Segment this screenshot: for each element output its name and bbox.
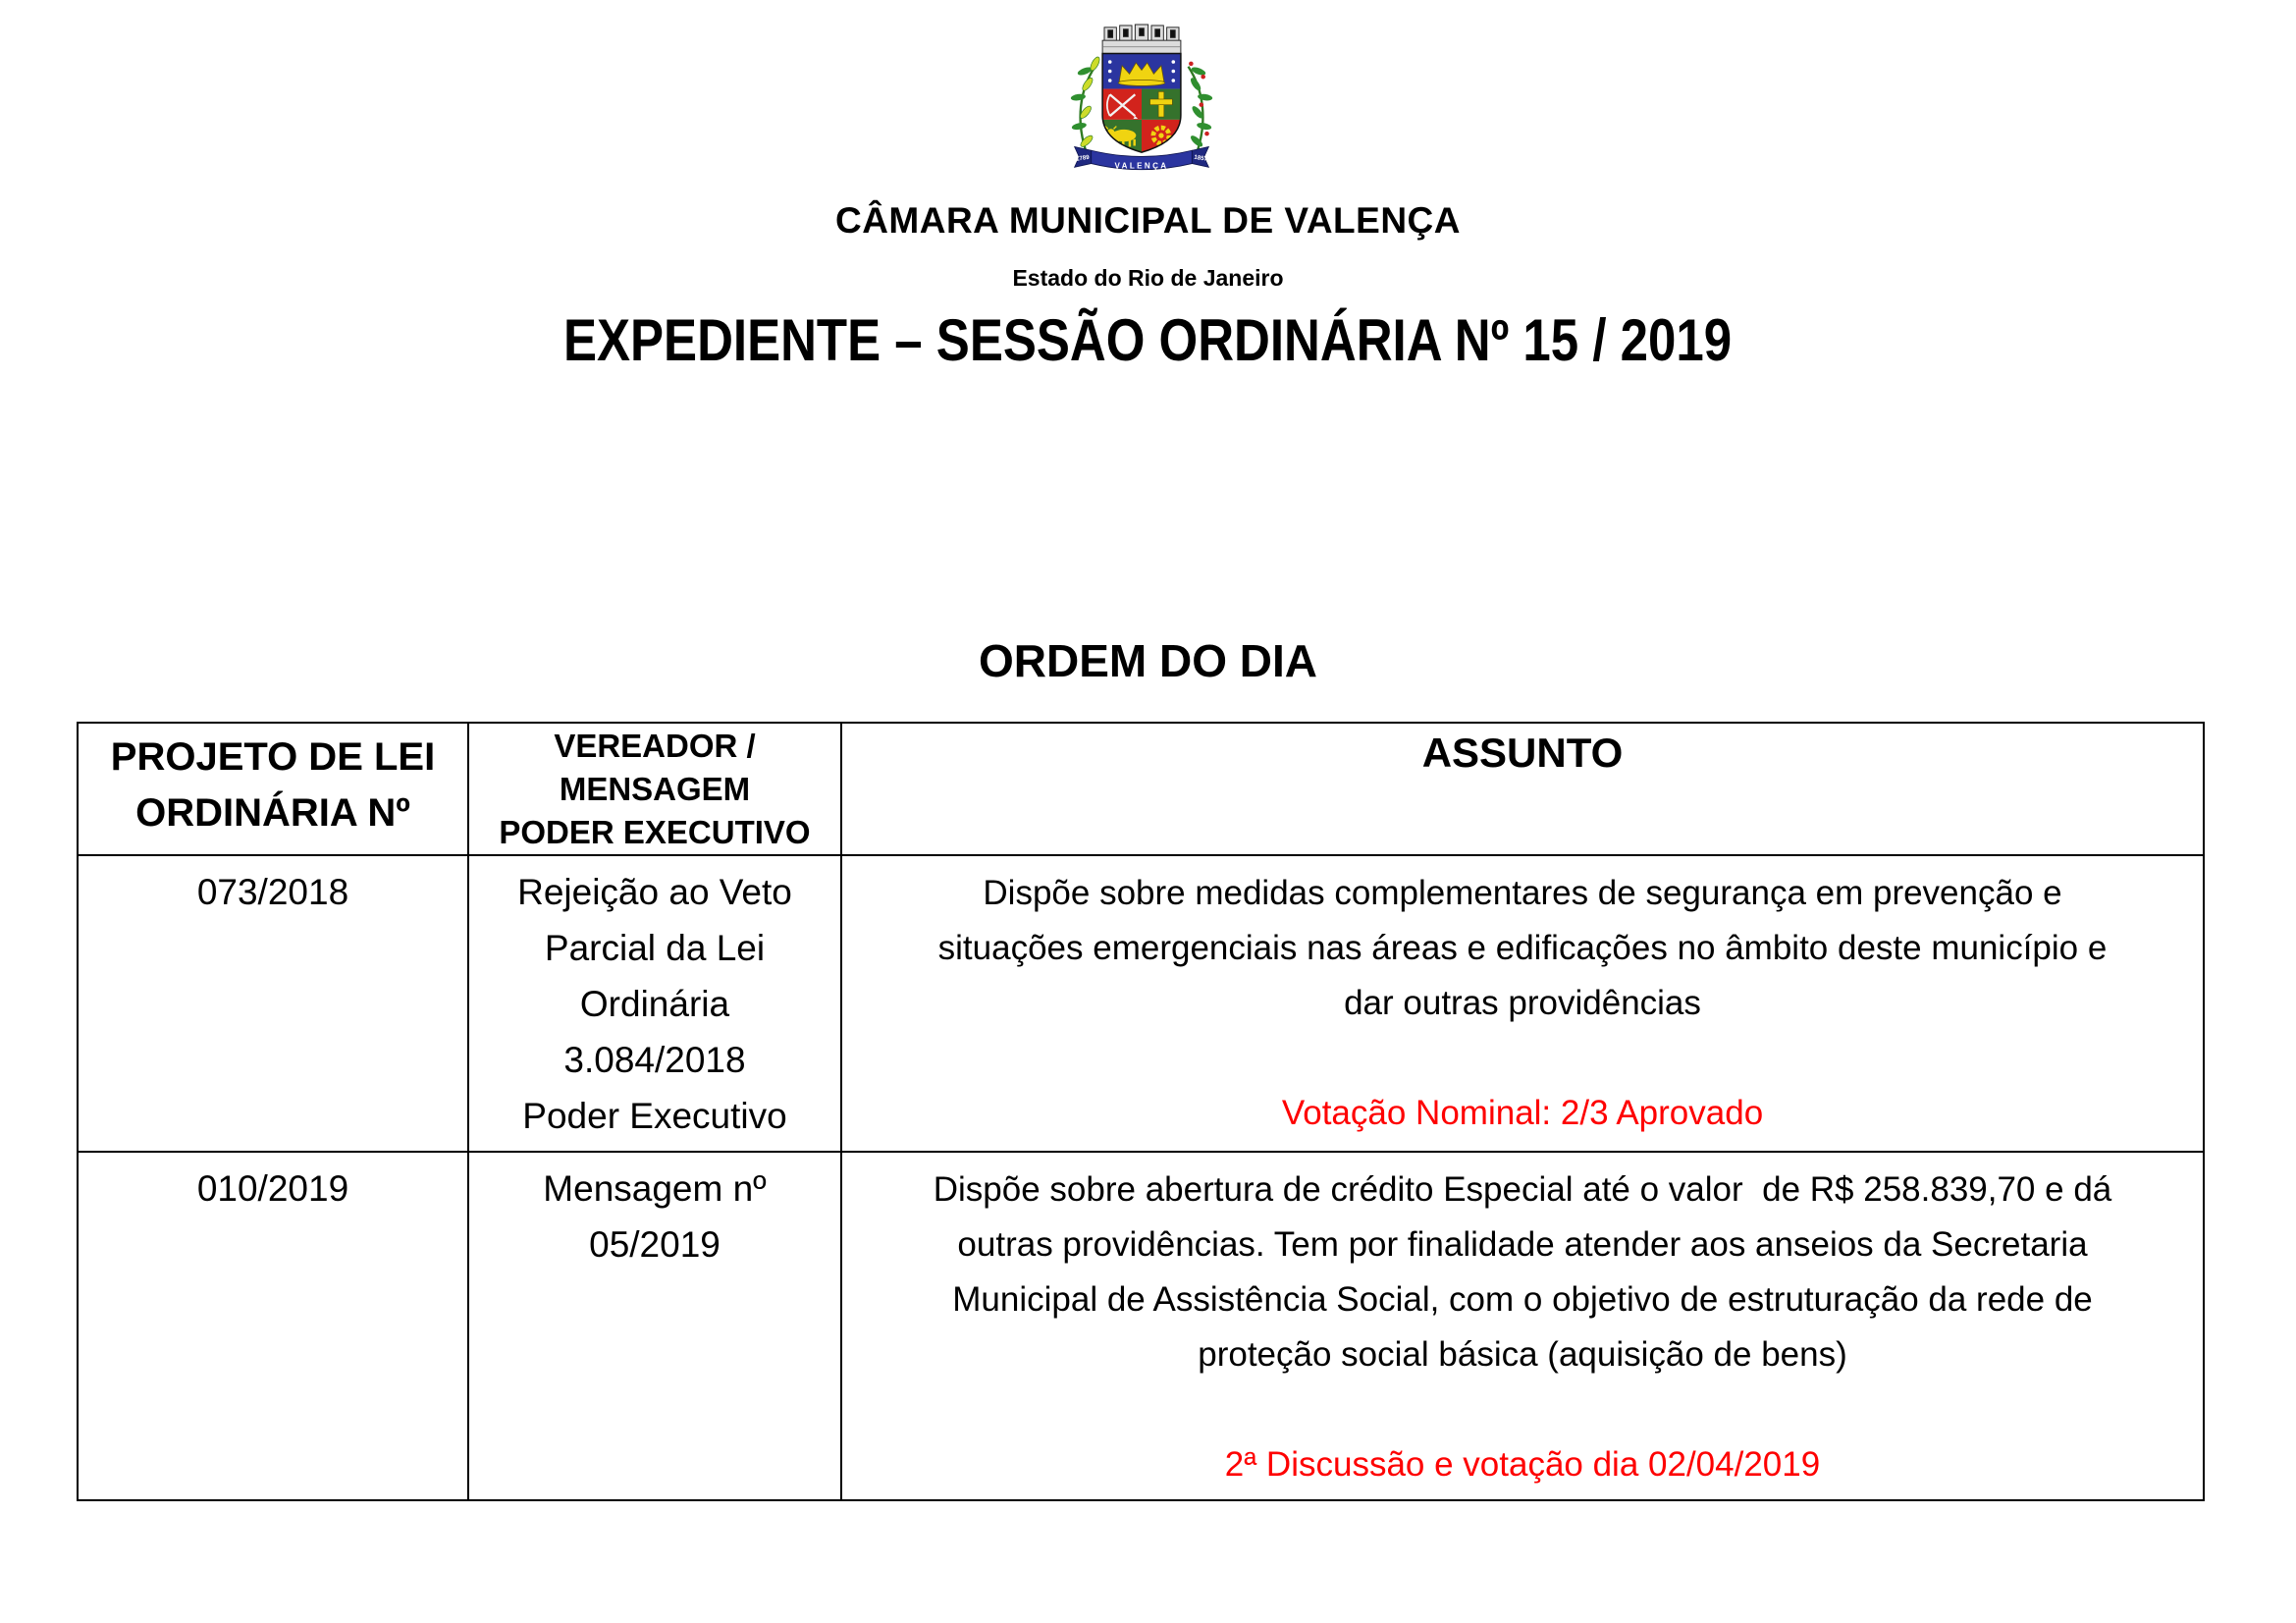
- table-header-row: [78, 723, 2204, 855]
- cell-projeto-numero: 010/2019: [78, 1152, 468, 1500]
- nota-votacao: Votação Nominal: 2/3 Aprovado: [1281, 1094, 1764, 1132]
- text-line: proteção social básica (aquisição de bens): [1198, 1335, 1847, 1374]
- right-branch: [1189, 62, 1213, 151]
- header-line: ORDINÁRIA Nº: [135, 791, 410, 835]
- header-line: VEREADOR /: [554, 728, 756, 764]
- text-line: Parcial da Lei: [544, 928, 766, 968]
- header-line: PROJETO DE LEI: [110, 735, 436, 779]
- text-line: Ordinária: [579, 984, 730, 1024]
- header-line: PODER EXECUTIVO: [499, 814, 811, 850]
- shield: [1102, 53, 1181, 156]
- text-line: Municipal de Assistência Social, com o objetivo de estruturação da rede de: [952, 1280, 2093, 1319]
- table-row: [78, 855, 2204, 1152]
- coat-of-arms: [1048, 10, 1235, 189]
- nota-discussao: 2ª Discussão e votação dia 02/04/2019: [1224, 1445, 1821, 1484]
- text-line: Dispõe sobre medidas complementares de segurança em prevenção e: [983, 874, 2062, 912]
- table-row: [78, 1152, 2204, 1500]
- organization-name: CÂMARA MUNICIPAL DE VALENÇA: [834, 200, 1461, 241]
- header-vereador: [468, 723, 841, 855]
- cell-assunto: [841, 1152, 2204, 1500]
- header-projeto: [78, 723, 468, 855]
- ribbon-city-name: VALENÇA: [1114, 161, 1169, 171]
- header-line: MENSAGEM: [559, 771, 751, 807]
- cell-origem: [468, 1152, 841, 1500]
- text-line: Poder Executivo: [522, 1096, 787, 1136]
- mural-crown: [1102, 25, 1181, 53]
- text-line: dar outras providências: [1344, 984, 1701, 1022]
- ribbon-year-left: 1789: [1075, 153, 1091, 163]
- document-title-text: EXPEDIENTE – SESSÃO ORDINÁRIA Nº 15 / 2019: [563, 307, 1733, 373]
- text-line: 3.084/2018: [563, 1040, 746, 1080]
- cell-projeto-numero: 073/2018: [78, 855, 468, 1152]
- document-title: [0, 306, 2296, 374]
- section-title: ORDEM DO DIA: [979, 635, 1317, 686]
- cell-origem: [468, 855, 841, 1152]
- ordem-do-dia-table: [77, 722, 2205, 1501]
- text-line: Rejeição ao Veto: [517, 872, 792, 912]
- text-line: situações emergenciais nas áreas e edificações no âmbito deste município e: [937, 929, 2108, 967]
- text-line: 05/2019: [589, 1224, 721, 1265]
- text-line: Mensagem nº: [543, 1168, 767, 1209]
- cell-assunto: [841, 855, 2204, 1152]
- text-line: Dispõe sobre abertura de crédito Especial até o valor de R$ 258.839,70 e dá: [933, 1170, 2112, 1209]
- left-branch: [1070, 56, 1100, 151]
- ribbon-year-right: 1857: [1193, 153, 1208, 163]
- header-assunto: ASSUNTO: [841, 723, 2204, 855]
- state-name: Estado do Rio de Janeiro: [1012, 265, 1284, 291]
- text-line: outras providências. Tem por finalidade atender aos anseios da Secretaria: [957, 1225, 2088, 1264]
